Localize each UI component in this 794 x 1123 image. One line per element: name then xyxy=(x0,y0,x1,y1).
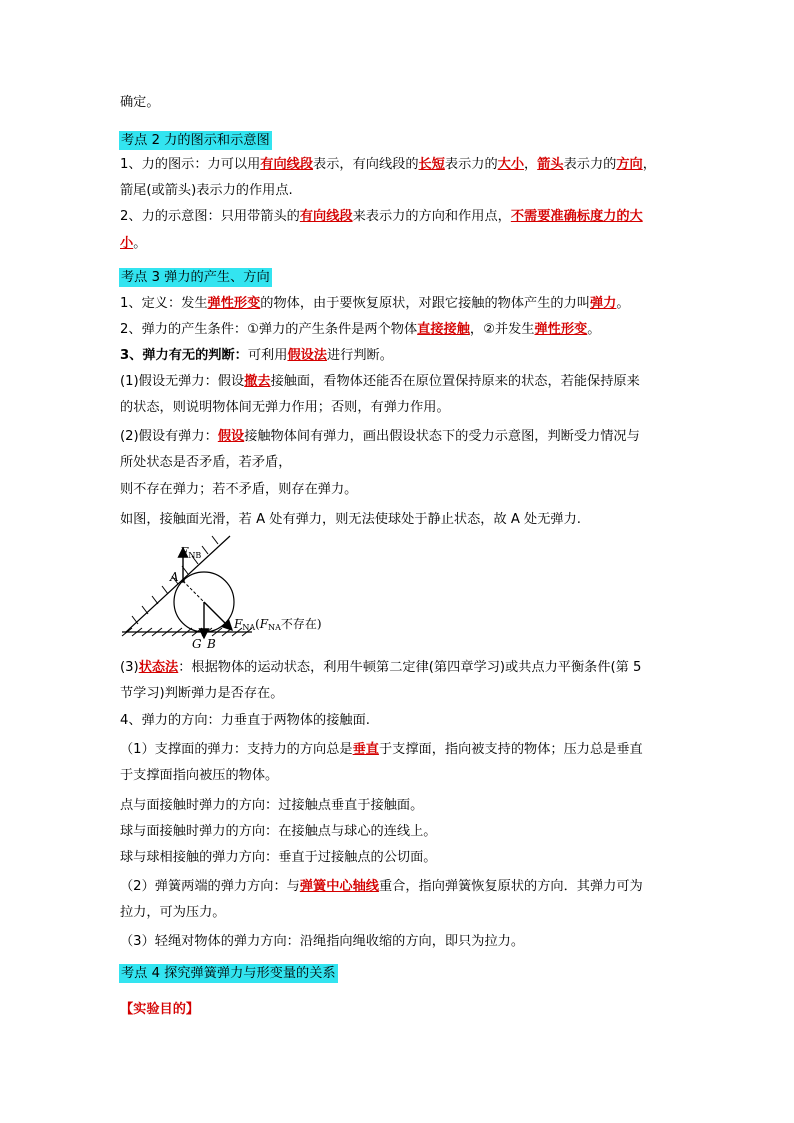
paragraph-state-method-2: 节学习)判断弹力是否存在。 xyxy=(120,686,284,701)
paragraph-rope: （3）轻绳对物体的弹力方向：沿绳指向绳收缩的方向，即只为拉力。 xyxy=(120,934,525,949)
continuation-text: 确定。 xyxy=(120,95,160,110)
radius-dashed-line xyxy=(183,581,204,602)
paragraph-state-method-1: (3)状态法：根据物体的运动状态，利用牛顿第二定律(第四章学习)或共点力平衡条件(第 5 xyxy=(120,660,642,675)
paragraph-conditions: 2、弹力的产生条件：①弹力的产生条件是两个物体直接接触，②并发生弹性形变。 xyxy=(120,322,601,337)
section-heading-3: 考点 3 弹力的产生、方向 xyxy=(121,270,270,285)
paragraph-force-diagram-1: 1、力的图示：力可以用有向线段表示，有向线段的长短表示力的大小，箭头表示力的方向， xyxy=(120,157,656,172)
label-fna: FNA(FNA不存在) xyxy=(234,617,322,632)
paragraph-spring-1: （2）弹簧两端的弹力方向：与弹簧中心轴线重合，指向弹簧恢复原状的方向．其弹力可为 xyxy=(120,879,643,894)
paragraph-definition: 1、定义：发生弹性形变的物体，由于要恢复原状，对跟它接触的物体产生的力叫弹力。 xyxy=(120,296,630,311)
paragraph-force-sketch-1: 2、力的示意图：只用带箭头的有向线段来表示力的方向和作用点，不需要准确标度力的大 xyxy=(120,209,643,224)
paragraph-ball-surface: 球与面接触时弹力的方向：在接触点与球心的连线上。 xyxy=(120,824,437,839)
paragraph-judgement: 3、弹力有无的判断：可利用假设法进行判断。 xyxy=(120,348,393,363)
point-a-dot xyxy=(181,579,185,583)
paragraph-assume-none-1: (1)假设无弹力：假设撤去接触面，看物体还能否在原位置保持原来的状态，若能保持原来 xyxy=(120,374,640,389)
paragraph-assume-exists-2: 所处状态是否矛盾，若矛盾， xyxy=(120,455,292,470)
paragraph-point-surface: 点与面接触时弹力的方向：过接触点垂直于接触面。 xyxy=(120,798,424,813)
paragraph-support-2: 于支撑面指向被压的物体。 xyxy=(120,768,279,783)
label-fnb: FNB xyxy=(180,545,202,560)
paragraph-assume-none-2: 的状态，则说明物体间无弹力作用；否则，有弹力作用。 xyxy=(120,400,450,415)
paragraph-assume-exists-3: 则不存在弹力；若不矛盾，则存在弹力。 xyxy=(120,482,358,497)
section-heading-2: 考点 2 力的图示和示意图 xyxy=(121,133,270,148)
paragraph-ball-ball: 球与球相接触的弹力方向：垂直于过接触点的公切面。 xyxy=(120,850,437,865)
paragraph-figure-caption: 如图，接触面光滑，若 A 处有弹力，则无法使球处于静止状态，故 A 处无弹力. xyxy=(120,512,581,527)
label-b: B xyxy=(207,637,216,651)
paragraph-spring-2: 拉力，可为压力。 xyxy=(120,905,226,920)
label-a: A xyxy=(170,570,179,584)
fna-arrow xyxy=(204,602,232,630)
paragraph-force-sketch-2: 小。 xyxy=(120,236,147,251)
label-g: G xyxy=(192,637,202,651)
section-heading-4: 考点 4 探究弹簧弹力与形变量的关系 xyxy=(121,966,336,981)
paragraph-direction: 4、弹力的方向：力垂直于两物体的接触面. xyxy=(120,713,370,728)
experiment-purpose-heading: 【实验目的】 xyxy=(120,1002,200,1017)
paragraph-force-diagram-2: 箭尾(或箭头)表示力的作用点. xyxy=(120,183,293,198)
paragraph-support-1: （1）支撑面的弹力：支持力的方向总是垂直于支撑面，指向被支持的物体；压力总是垂直 xyxy=(120,742,643,757)
incline-ball-figure xyxy=(118,534,338,652)
paragraph-assume-exists-1: (2)假设有弹力：假设接触物体间有弹力，画出假设状态下的受力示意图，判断受力情况与 xyxy=(120,429,640,444)
